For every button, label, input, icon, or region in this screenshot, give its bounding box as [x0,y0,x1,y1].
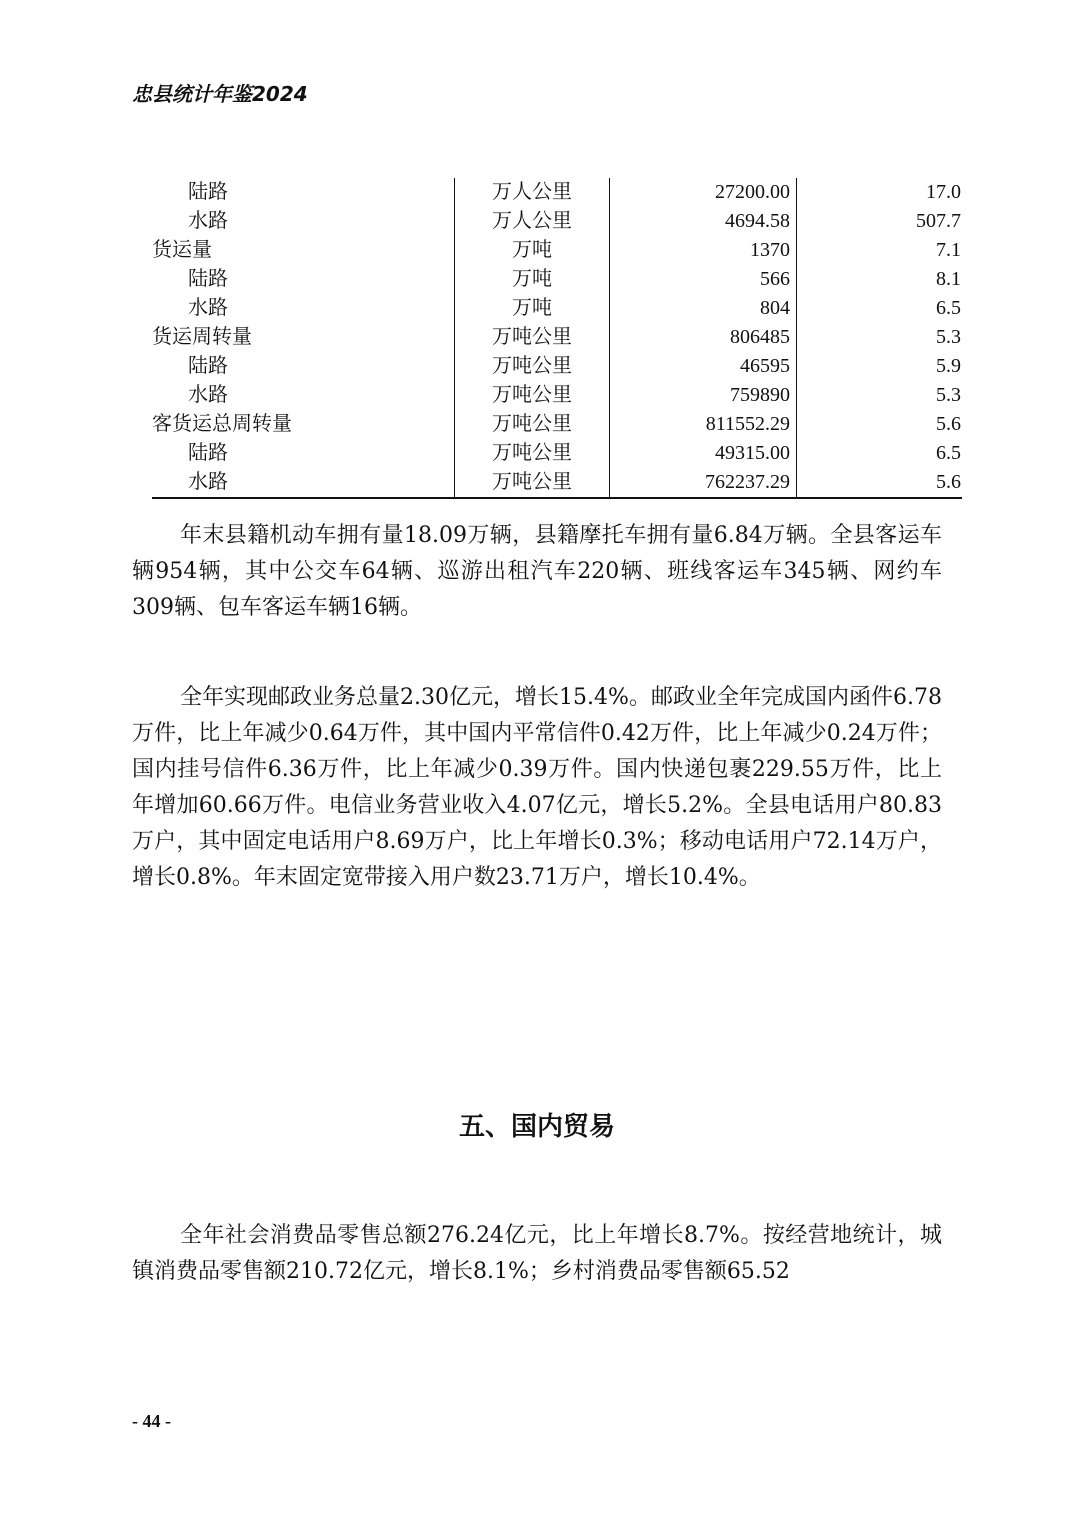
table-row [152,323,962,352]
page-number: - 44 - [132,1411,171,1431]
paragraph-retail: 全年社会消费品零售总额276.24亿元，比上年增长8.7%。按经营地统计，城镇消费品零售额210.72亿元，增长8.1%；乡村消费品零售额65.52 [132,1223,942,1284]
row-percent-cell [797,381,963,410]
row-value-cell [610,381,797,410]
row-value-cell [610,468,797,498]
row-percent: 17.0 [926,181,961,203]
row-value: 806485 [730,326,790,348]
paragraph-vehicles: 年末县籍机动车拥有量18.09万辆，县籍摩托车拥有量6.84万辆。全县客运车辆954辆，其中公交车64辆、巡游出租汽车220辆、班线客运车345辆、网约车309辆、包车客运车辆16辆。 [132,523,942,620]
table-row [152,265,962,294]
row-percent: 6.5 [936,442,961,464]
row-value: 4694.58 [725,210,790,232]
row-percent: 8.1 [936,268,961,290]
row-percent-cell [797,468,963,498]
section-title: 五、国内贸易 [458,1112,615,1142]
row-percent: 6.5 [936,297,961,319]
row-name: 水路 [188,210,228,232]
row-percent: 5.6 [936,413,961,435]
row-value: 49315.00 [715,442,790,464]
row-value-cell [610,265,797,294]
table-row [152,294,962,323]
row-value: 811552.29 [705,413,790,435]
transport-stats-table [152,178,962,499]
row-value: 27200.00 [715,181,790,203]
row-value: 1370 [750,239,790,261]
running-head: 忠县统计年鉴2024 [132,82,308,106]
row-percent: 7.1 [936,239,961,261]
table-row [152,439,962,468]
row-percent: 5.6 [936,471,961,493]
row-percent: 5.9 [936,355,961,377]
row-unit: 万人公里 [455,178,610,207]
row-unit: 万吨公里 [455,381,610,410]
row-name: 陆路 [188,355,228,377]
row-percent-cell [797,323,963,352]
row-unit: 万吨 [455,294,610,323]
row-unit: 万吨公里 [455,323,610,352]
row-value: 762237.29 [705,471,790,493]
row-unit: 万吨 [455,265,610,294]
row-name: 水路 [188,297,228,319]
table-row [152,410,962,439]
row-unit: 万吨 [455,236,610,265]
row-percent: 5.3 [936,326,961,348]
row-name: 水路 [152,468,455,498]
row-value: 759890 [730,384,790,406]
row-unit: 万吨公里 [455,352,610,381]
row-name: 陆路 [188,181,228,203]
row-percent-cell [797,178,963,207]
row-unit: 万人公里 [455,207,610,236]
row-percent-cell [797,236,963,265]
row-value-cell [610,352,797,381]
table-row [152,178,962,207]
row-value-cell [610,294,797,323]
row-percent-cell [797,439,963,468]
row-unit: 万吨公里 [455,439,610,468]
table-row [152,381,962,410]
table-body [152,178,962,498]
row-name: 陆路 [188,442,228,464]
row-percent: 5.3 [936,384,961,406]
row-percent: 507.7 [916,210,961,232]
row-name: 陆路 [188,268,228,290]
row-percent-cell [797,294,963,323]
row-value-cell [610,207,797,236]
row-value-cell [610,178,797,207]
row-value-cell [610,410,797,439]
row-value-cell [610,323,797,352]
table-row [152,207,962,236]
row-name: 货运量 [152,239,212,261]
row-unit: 万吨公里 [455,468,610,498]
row-value-cell [610,236,797,265]
row-name: 货运周转量 [152,326,252,348]
row-percent-cell [797,352,963,381]
row-value: 46595 [740,355,790,377]
row-percent-cell [797,265,963,294]
row-name: 客货运总周转量 [152,413,292,435]
row-value-cell [610,439,797,468]
row-percent-cell [797,410,963,439]
paragraph-postal-telecom: 全年实现邮政业务总量2.30亿元，增长15.4%。邮政业全年完成国内函件6.78万件，比上年减少0.64万件，其中国内平常信件0.42万件，比上年减少0.24万件；国内挂号信件6.36万件，比上年减少0.39万件。国内快递包裹229.55万件，比上年增加60.66万件。电信业务营业收入4.07亿元，增长5.2%。全县电话用户80.83万户，其中固定电话用户8.69万户，比上年增长0.3%；移动电话用户72.14万户，增长0.8%。年末固定宽带接入用户数23.71万户，增长10.4%。 [132,685,942,890]
row-name: 水路 [188,384,228,406]
row-unit: 万吨公里 [455,410,610,439]
table-row [152,468,962,498]
row-value: 566 [760,268,790,290]
row-value: 804 [760,297,790,319]
row-percent-cell [797,207,963,236]
table-row [152,236,962,265]
table-row [152,352,962,381]
